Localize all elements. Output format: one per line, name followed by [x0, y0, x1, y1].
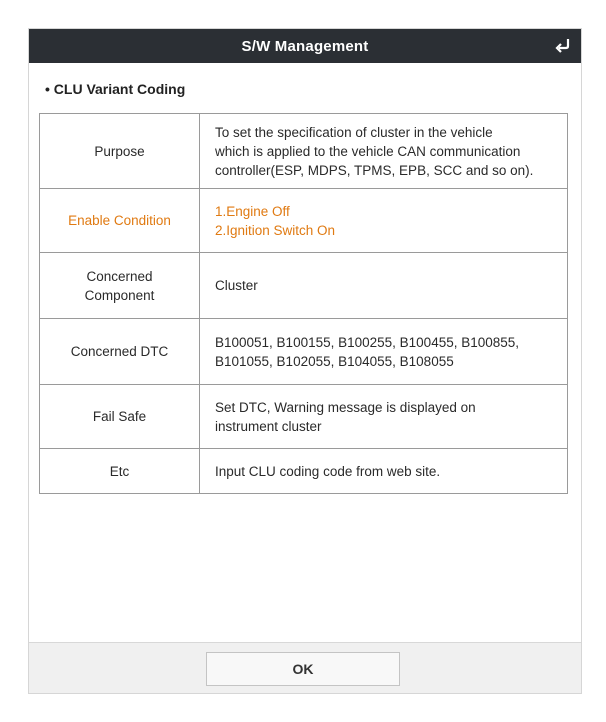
row-label: Etc	[40, 449, 200, 494]
value-line: 1.Engine Off	[215, 203, 290, 219]
table-row-enable-condition	[40, 189, 568, 253]
table-row-concerned-component	[40, 253, 568, 319]
row-value	[200, 114, 568, 189]
value-line: which is applied to the vehicle CAN communication	[215, 143, 521, 159]
row-value: Input CLU coding code from web site.	[200, 449, 568, 494]
row-label: Purpose	[40, 114, 200, 189]
sw-management-dialog	[28, 28, 582, 694]
row-label	[40, 253, 200, 319]
info-table	[39, 113, 568, 494]
row-value: Cluster	[200, 253, 568, 319]
row-value	[200, 385, 568, 449]
row-label: Enable Condition	[40, 189, 200, 253]
table-row-fail-safe	[40, 385, 568, 449]
value-line: B101055, B102055, B104055, B108055	[215, 353, 454, 369]
ok-button[interactable]: OK	[206, 652, 400, 686]
value-line: instrument cluster	[215, 418, 322, 434]
title-bar	[29, 29, 581, 63]
label-line: Concerned	[86, 268, 153, 284]
window-title: S/W Management	[241, 37, 369, 55]
row-label: Fail Safe	[40, 385, 200, 449]
value-line: To set the specification of cluster in the vehicle	[215, 124, 493, 140]
row-value	[200, 319, 568, 385]
value-line: Set DTC, Warning message is displayed on	[215, 399, 476, 415]
table-row-purpose	[40, 114, 568, 189]
section-title: • CLU Variant Coding	[45, 81, 186, 97]
return-arrow-icon	[554, 38, 572, 54]
dialog-footer	[29, 642, 581, 693]
value-line: B100051, B100155, B100255, B100455, B100855,	[215, 334, 520, 350]
table-row-etc	[40, 449, 568, 494]
row-label: Concerned DTC	[40, 319, 200, 385]
value-line: 2.Ignition Switch On	[215, 222, 336, 238]
label-line: Component	[84, 287, 155, 303]
back-button[interactable]	[545, 29, 581, 63]
value-line: controller(ESP, MDPS, TPMS, EPB, SCC and so on).	[215, 162, 534, 178]
row-value	[200, 189, 568, 253]
table-row-concerned-dtc	[40, 319, 568, 385]
